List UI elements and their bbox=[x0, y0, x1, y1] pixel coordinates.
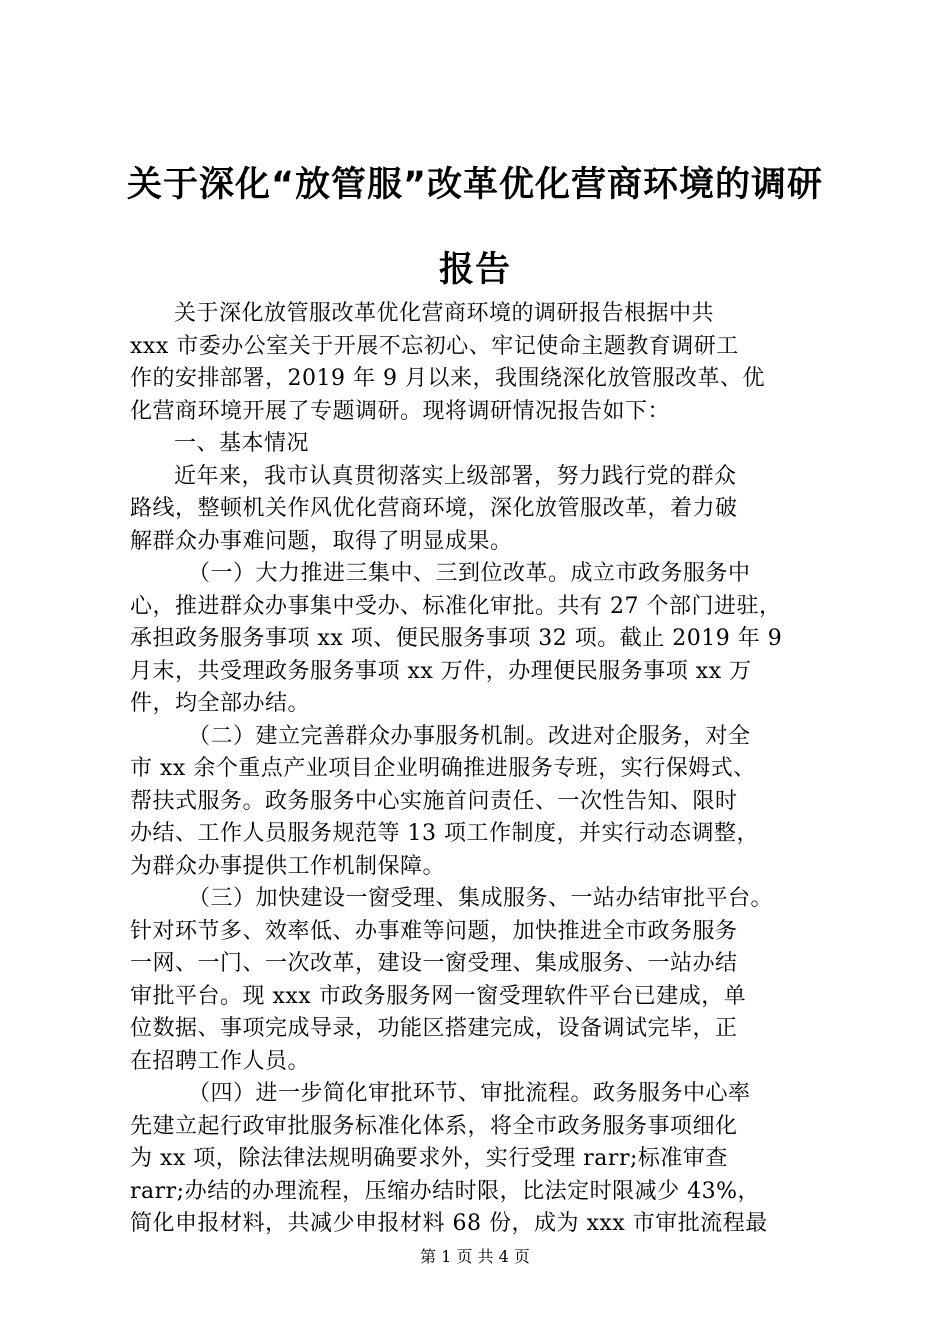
paragraph-line: 审批平台。现 xxx 市政务服务网一窗受理软件平台已建成，单 bbox=[130, 983, 747, 1009]
paragraph-line: 承担政务服务事项 xx 项、便民服务事项 32 项。截止 2019 年 9 bbox=[130, 626, 783, 651]
paragraph-line: 心，推进群众办事集中受办、标准化审批。共有 27 个部门进驻， bbox=[130, 593, 782, 619]
section-heading: 一、基本情况 bbox=[174, 431, 310, 456]
paragraph-line: 为群众办事提供工作机制保障。 bbox=[130, 853, 446, 879]
paragraph-line: 市 xx 余个重点产业项目企业明确推进服务专班，实行保姆式、 bbox=[130, 756, 756, 781]
page-number-footer: 第 1 页 共 4 页 bbox=[420, 1247, 530, 1266]
paragraph-line: 帮扶式服务。政务服务中心实施首问责任、一次性告知、限时 bbox=[130, 788, 738, 814]
paragraph-line: 作的安排部署，2019 年 9 月以来，我围绕深化放管服改革、优 bbox=[130, 366, 765, 391]
paragraph-line: （三）加快建设一窗受理、集成服务、一站办结审批平台。 bbox=[188, 886, 774, 911]
paragraph-line: 近年来，我市认真贯彻落实上级部署，努力践行党的群众 bbox=[174, 463, 737, 489]
paragraph-line: 为 xx 项，除法律法规明确要求外，实行受理 rarr;标准审查 bbox=[130, 1146, 728, 1171]
paragraph-line: 简化申报材料，共减少申报材料 68 份，成为 xxx 市审批流程最 bbox=[130, 1211, 768, 1236]
paragraph-line: 解群众办事难问题，取得了明显成果。 bbox=[130, 528, 513, 554]
paragraph-line: 件，均全部办结。 bbox=[130, 691, 311, 716]
paragraph-line: 先建立起行政审批服务标准化体系，将全市政务服务事项细化 bbox=[130, 1113, 738, 1139]
paragraph-line: （一）大力推进三集中、三到位改革。成立市政务服务中 bbox=[188, 561, 751, 586]
paragraph-line: rarr;办结的办理流程，压缩办结时限，比法定时限减少 43%， bbox=[130, 1178, 760, 1204]
document-body bbox=[130, 298, 830, 1241]
document-title-line-1: 关于深化“放管服”改革优化营商环境的调研 bbox=[126, 165, 823, 205]
paragraph-line: 位数据、事项完成导录，功能区搭建完成，设备调试完毕，正 bbox=[130, 1016, 738, 1041]
paragraph-line: （四）进一步简化审批环节、审批流程。政务服务中心率 bbox=[188, 1081, 751, 1106]
document-title-line-2: 报告 bbox=[438, 250, 511, 290]
paragraph-line: 路线，整顿机关作风优化营商环境，深化放管服改革，着力破 bbox=[130, 496, 738, 521]
paragraph-line: 办结、工作人员服务规范等 13 项工作制度，并实行动态调整， bbox=[130, 821, 759, 846]
paragraph-line: xxx 市委办公室关于开展不忘初心、牢记使命主题教育调研工 bbox=[130, 333, 739, 359]
paragraph-line: 一网、一门、一次改革，建设一窗受理、集成服务、一站办结 bbox=[130, 951, 738, 976]
paragraph-line: 在招聘工作人员。 bbox=[130, 1048, 311, 1074]
paragraph-line: （二）建立完善群众办事服务机制。改进对企服务，对全 bbox=[188, 723, 751, 749]
paragraph-line: 关于深化放管服改革优化营商环境的调研报告根据中共 bbox=[174, 301, 715, 326]
paragraph-line: 月末，共受理政务服务事项 xx 万件，办理便民服务事项 xx 万 bbox=[130, 658, 752, 684]
paragraph-line: 化营商环境开展了专题调研。现将调研情况报告如下： bbox=[130, 398, 671, 424]
paragraph-line: 针对环节多、效率低、办事难等问题，加快推进全市政务服务 bbox=[130, 918, 738, 944]
